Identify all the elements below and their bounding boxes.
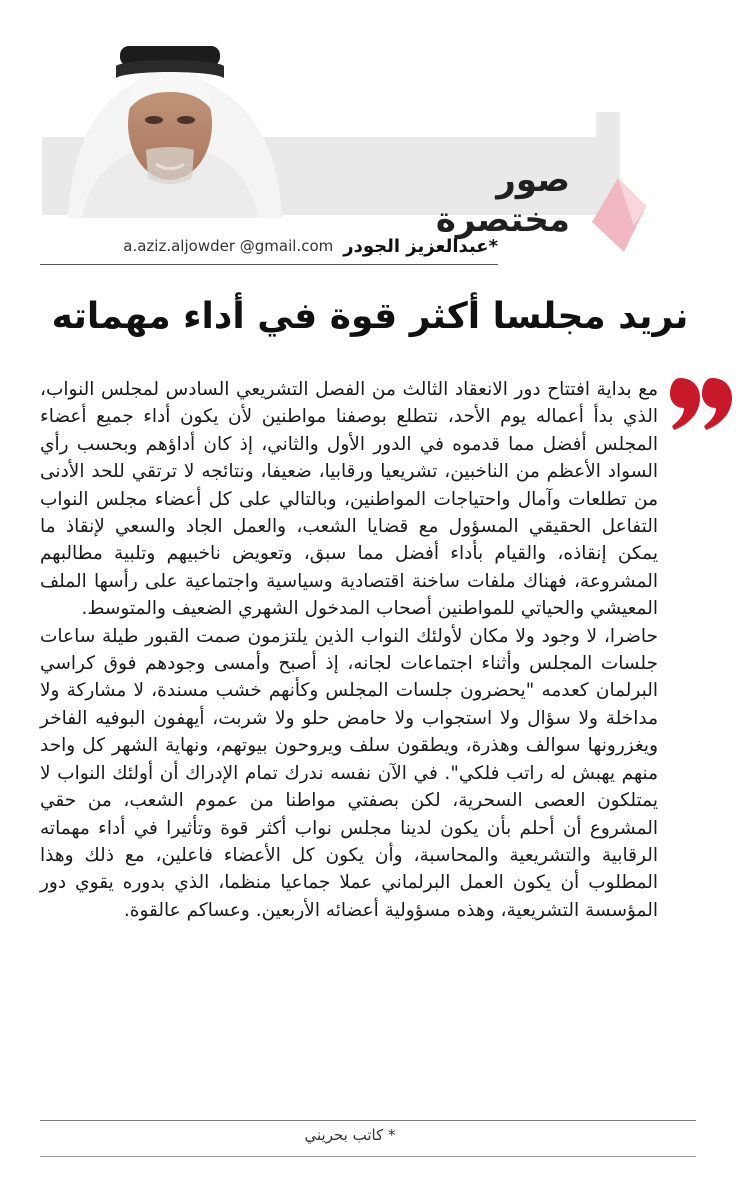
author-name: *عبدالعزيز الجودر [343, 235, 498, 257]
byline [40, 232, 498, 260]
column-title: صور مختصرة [435, 160, 570, 240]
footer-divider-bottom [40, 1156, 696, 1157]
brand-shape-icon [588, 176, 648, 254]
byline-divider [40, 264, 498, 265]
article-paragraph: حاضرا، لا وجود ولا مكان لأولئك النواب الذين يلتزمون صمت القبور طيلة ساعات جلسات المجلس وأثناء اجتماعات لجانه، إذ أصبح وأمسى وجودهم فوق كراسي البرلمان كعدمه "يحضرون جلسات المجلس وكأنهم خشب مسندة، لا مشاركة ولا مداخلة ولا سؤال ولا استجواب ولا حامض حلو ولا شربت، أيهفون البوفيه الفاخر ويغزرونها سوالف وهذرة، ويطقون سلف ويروحون بيوتهم، ونهاية الشهر كل واحد منهم يهبش له راتب فلكي". في الآن نفسه ندرك تمام الإدراك أن أولئك النواب لا يمتلكون العصى السحرية، لكن بصفتي مواطنا من عموم الشعب، من حقي المشروع أن أحلم بأن يكون لدينا مجلس نواب أكثر قوة وتأثيرا في أداء مهماته الرقابية والتشريعية والمحاسبة، وأن يكون كل الأعضاء فاعلين، مع ذلك وهذا المطلوب أن يكون العمل البرلماني عملا جماعيا منظما، الذي بدوره يقوي دور المؤسسة التشريعية، وهذه مسؤولية أعضائه الأربعين. وعساكم عالقوة. [40, 625, 658, 921]
author-photo [42, 18, 302, 218]
writer-role: * كاتب بحريني [304, 1126, 396, 1144]
article-body [40, 376, 658, 924]
quote-mark-icon [662, 372, 734, 432]
footer-divider-top [40, 1120, 696, 1121]
author-email[interactable]: a.aziz.aljowder @gmail.com [123, 237, 334, 255]
article-headline: نريد مجلسا أكثر قوة في أداء مهماته [51, 296, 689, 337]
article-paragraph: مع بداية افتتاح دور الانعقاد الثالث من الفصل التشريعي السادس لمجلس النواب، الذي بدأ أعماله يوم الأحد، نتطلع بوصفنا مواطنين لأن يكون أداء جميع أعضاء المجلس أفضل مما قدموه في الدور الأول والثاني، إذ كان أداؤهم وبحسب رأي السواد الأعظم من الناخبين، تشريعيا ورقابيا، ضعيفا، ونتائجه لا ترتقي للحد الأدنى من تطلعات وآمال واحتياجات المواطنين، وبالتالي على كل أعضاء مجلس النواب التفاعل الحقيقي المسؤول مع قضايا الشعب، والعمل الجاد والسعي لإنقاذ ما يمكن إنقاذه، والقيام بأداء أفضل مما سبق، وتعويض ناخبيهم وتلبية مطالبهم المشروعة، فهناك ملفات ساخنة اقتصادية وسياسية واجتماعية على رأسها الملف المعيشي والحياتي للمواطنين أصحاب المدخول الشهري الضعيف والمتوسط. [40, 379, 658, 620]
